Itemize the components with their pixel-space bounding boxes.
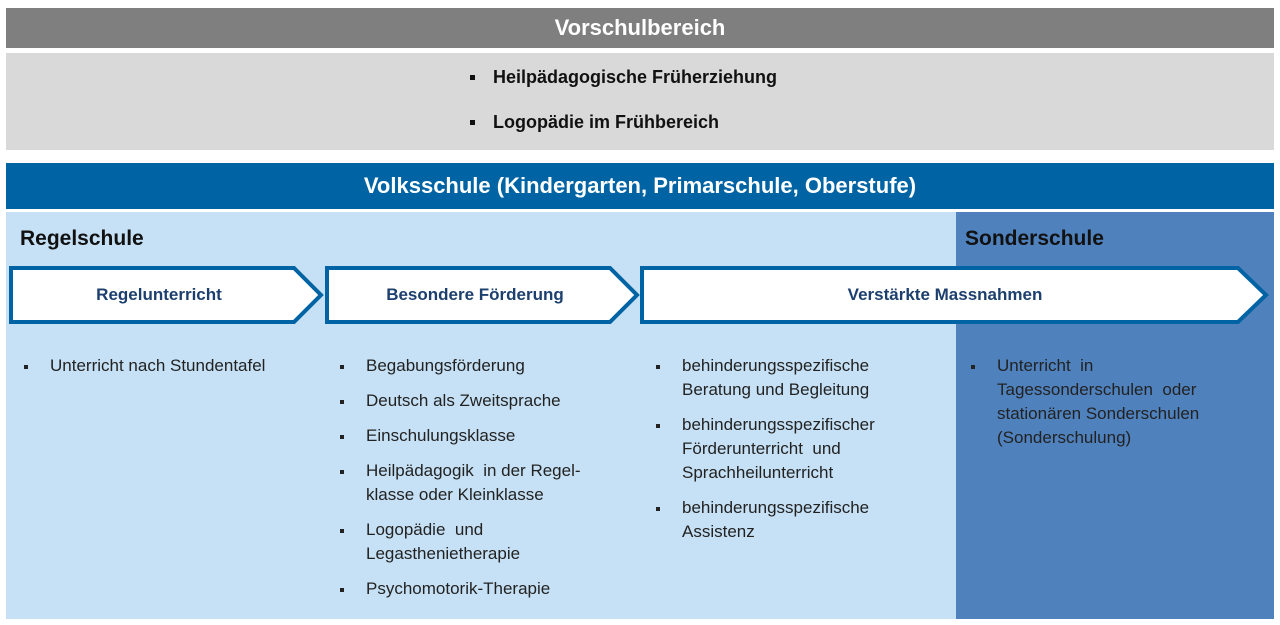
list-item: Einschulungsklasse xyxy=(338,424,628,448)
stage-arrow-besondere-foerderung xyxy=(325,265,641,325)
list-item: Unterricht nach Stundentafel xyxy=(22,354,312,378)
vorschulbereich-header xyxy=(6,8,1274,48)
stage-label: Regelunterricht xyxy=(96,285,222,304)
list-item: Psychomotorik-Therapie xyxy=(338,577,628,601)
besondere-foerderung-list xyxy=(338,354,628,612)
list-item: Deutsch als Zweitsprache xyxy=(338,389,628,413)
vorschul-item-label: Heilpädagogische Früherziehung xyxy=(493,67,778,87)
vorschulbereich-panel xyxy=(6,53,1274,150)
volksschule-title: Volksschule (Kindergarten, Primarschule, Oberstufe) xyxy=(363,173,917,198)
stage-label: Besondere Förderung xyxy=(386,285,564,304)
vorschul-item xyxy=(470,67,777,88)
list-item: Logopädie und Legastheniethera​pie xyxy=(338,518,628,566)
bullet-icon xyxy=(470,75,475,80)
regelschule-title: Regelschule xyxy=(20,227,144,250)
verstaerkte-massnahmen-list xyxy=(654,354,944,555)
list-item: behinderungsspezifische Beratung und Begleitung xyxy=(654,354,944,402)
sonderschule-title: Sonderschule xyxy=(965,227,1104,250)
sonderschule-list xyxy=(969,354,1269,461)
bullet-icon xyxy=(470,120,475,125)
list-item: behinderungsspezifische Assistenz xyxy=(654,496,944,544)
vorschul-item-label: Logopädie im Frühbereich xyxy=(493,112,720,132)
stage-label: Verstärkte Massnahmen xyxy=(847,285,1043,304)
list-item: Unterricht in Tagessonderschulen oder stationären Sonderschulen (Sonderschulung) xyxy=(969,354,1269,450)
stage-arrow-verstaerkte-massnahmen xyxy=(640,265,1270,325)
vorschul-item xyxy=(470,112,719,133)
list-item: Begabungsförderung xyxy=(338,354,628,378)
list-item: behinderungsspezifischer Förderunterricht und Sprachheilunterricht xyxy=(654,413,944,485)
list-item: Heilpädagogik in der Regel- klasse oder Kleinklasse xyxy=(338,459,628,507)
volksschule-header xyxy=(6,163,1274,209)
regelunterricht-list xyxy=(22,354,312,389)
stage-arrow-regelunterricht xyxy=(9,265,325,325)
vorschulbereich-title: Vorschulbereich xyxy=(554,15,726,40)
